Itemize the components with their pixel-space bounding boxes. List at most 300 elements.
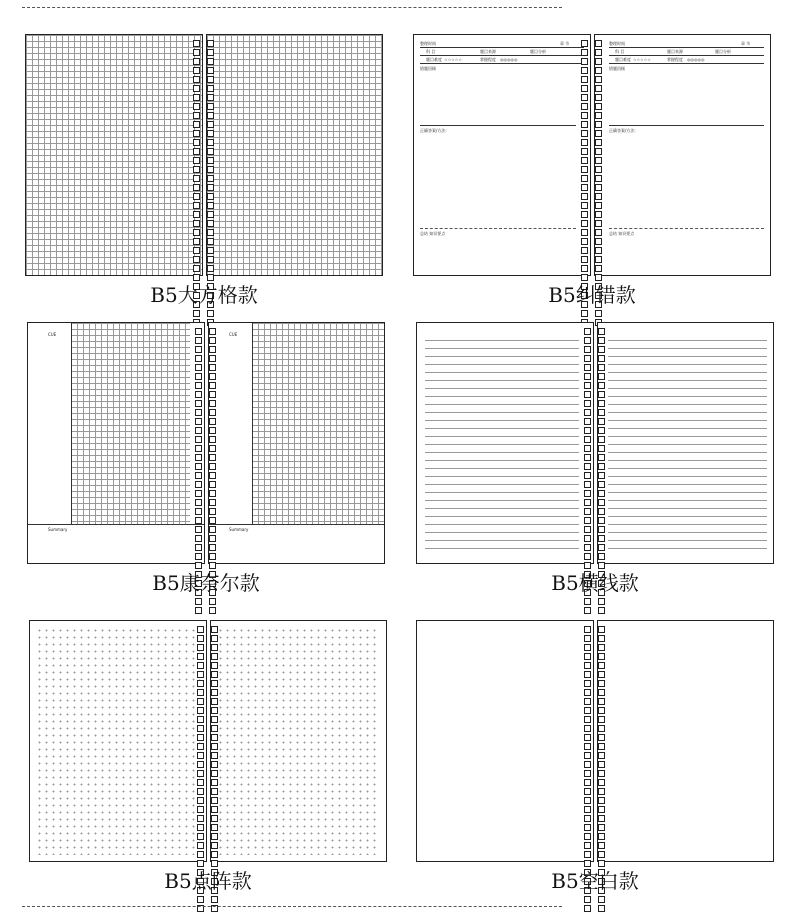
binding-ring <box>595 202 602 209</box>
binding-ring <box>584 851 591 858</box>
blank-page-right <box>597 620 774 862</box>
blank-page-left <box>416 620 594 862</box>
binding-ring <box>209 463 216 470</box>
binding-ring <box>193 148 200 155</box>
binding-ring <box>581 94 588 101</box>
binding-ring <box>598 752 605 759</box>
binding-ring <box>209 364 216 371</box>
binding-ring <box>598 770 605 777</box>
binding-ring <box>581 175 588 182</box>
binding-ring <box>197 815 204 822</box>
binding-ring <box>193 130 200 137</box>
binding-ring <box>193 166 200 173</box>
binding-ring <box>598 517 605 524</box>
binding-ring <box>197 851 204 858</box>
binding-ring <box>581 139 588 146</box>
binding-ring <box>193 49 200 56</box>
binding-ring <box>595 40 602 47</box>
binding-ring <box>197 743 204 750</box>
binding-ring <box>197 770 204 777</box>
binding-ring <box>595 139 602 146</box>
difficulty-label: 题目难度 <box>426 57 442 62</box>
binding-ring <box>598 662 605 669</box>
caption-correction: B5纠错款 <box>548 283 636 307</box>
binding-ring <box>598 833 605 840</box>
binding-ring <box>581 184 588 191</box>
binding-ring <box>598 851 605 858</box>
binding-ring <box>195 382 202 389</box>
binding-ring <box>584 788 591 795</box>
binding-ring <box>193 184 200 191</box>
binding-ring <box>197 779 204 786</box>
binding-ring <box>197 707 204 714</box>
binding-ring <box>581 238 588 245</box>
binding-ring <box>598 644 605 651</box>
binding-ring <box>195 517 202 524</box>
knowledge-label: 题目分析 <box>715 49 731 54</box>
binding-ring <box>211 689 218 696</box>
binding-ring <box>584 373 591 380</box>
binding-ring <box>209 607 216 614</box>
binding-ring <box>598 698 605 705</box>
binding-ring <box>584 499 591 506</box>
caption-cornell: B5康奈尔款 <box>152 571 260 595</box>
binding-ring <box>207 193 214 200</box>
binding-ring <box>598 481 605 488</box>
summary-label: Summary <box>229 527 249 532</box>
binding-ring <box>197 761 204 768</box>
binding-ring <box>193 85 200 92</box>
binding-ring <box>581 40 588 47</box>
binding-ring <box>581 166 588 173</box>
binding-ring <box>598 418 605 425</box>
binding-ring <box>584 770 591 777</box>
binding-ring <box>598 653 605 660</box>
binding-ring <box>581 157 588 164</box>
binding-ring <box>584 689 591 696</box>
summary-label: Summary <box>48 527 68 532</box>
binding-ring <box>595 166 602 173</box>
correction-page-left <box>413 34 591 276</box>
binding-ring <box>207 220 214 227</box>
binding-ring <box>595 157 602 164</box>
binding-ring <box>197 833 204 840</box>
binding-ring <box>195 526 202 533</box>
binding-ring <box>207 166 214 173</box>
binding-ring <box>581 211 588 218</box>
binding-ring <box>209 382 216 389</box>
binding-ring <box>193 112 200 119</box>
binding-ring <box>209 472 216 479</box>
binding-ring <box>584 716 591 723</box>
binding-ring <box>581 58 588 65</box>
binding-ring <box>211 779 218 786</box>
binding-ring <box>598 707 605 714</box>
binding-ring <box>598 716 605 723</box>
binding-ring <box>584 653 591 660</box>
binding-ring <box>584 553 591 560</box>
binding-ring <box>595 85 602 92</box>
binding-ring <box>584 707 591 714</box>
binding-ring <box>595 103 602 110</box>
binding-ring <box>207 58 214 65</box>
binding-ring <box>211 734 218 741</box>
binding-ring <box>195 481 202 488</box>
binding-ring <box>197 626 204 633</box>
binding-ring <box>207 130 214 137</box>
binding-ring <box>195 499 202 506</box>
binding-ring <box>584 544 591 551</box>
binding-ring <box>197 734 204 741</box>
binding-ring <box>581 103 588 110</box>
binding-ring <box>595 220 602 227</box>
wrong-label: 错题回顾 <box>420 66 436 71</box>
binding-ring <box>598 725 605 732</box>
binding-ring <box>584 815 591 822</box>
binding-ring <box>193 247 200 254</box>
binding-ring <box>193 40 200 47</box>
binding-ring <box>595 67 602 74</box>
binding-ring <box>595 265 602 272</box>
binding-ring <box>207 211 214 218</box>
binding-ring <box>598 427 605 434</box>
binding-ring <box>209 427 216 434</box>
binding-ring <box>207 202 214 209</box>
binding-ring <box>193 256 200 263</box>
binding-ring <box>581 310 588 317</box>
binding-ring <box>595 148 602 155</box>
binding-ring <box>197 716 204 723</box>
binding-ring <box>207 175 214 182</box>
binding-ring <box>209 544 216 551</box>
summary-label: 总结 知识要点 <box>609 231 635 236</box>
difficulty-stars: ☆☆☆☆☆ <box>633 57 651 62</box>
binding-ring <box>595 247 602 254</box>
binding-ring <box>193 202 200 209</box>
binding-ring <box>595 211 602 218</box>
binding-ring <box>209 436 216 443</box>
binding-ring <box>195 373 202 380</box>
binding-ring <box>197 824 204 831</box>
binding-ring <box>584 364 591 371</box>
binding-ring <box>598 896 605 903</box>
binding-ring <box>581 112 588 119</box>
binding-ring <box>598 779 605 786</box>
knowledge-label: 题目分析 <box>530 49 546 54</box>
binding-ring <box>584 490 591 497</box>
binding-ring <box>598 364 605 371</box>
binding-ring <box>584 725 591 732</box>
binding-ring <box>195 463 202 470</box>
binding-ring <box>598 824 605 831</box>
correction-page-right <box>594 34 771 276</box>
binding-ring <box>598 680 605 687</box>
cornell-page-right <box>208 322 385 564</box>
binding-ring <box>209 391 216 398</box>
binding-ring <box>598 598 605 605</box>
binding-ring <box>584 328 591 335</box>
binding-ring <box>581 76 588 83</box>
binding-ring <box>197 788 204 795</box>
binding-ring <box>195 436 202 443</box>
header-left-label: 整理时间 <box>609 41 625 46</box>
binding-ring <box>598 626 605 633</box>
binding-ring <box>193 229 200 236</box>
binding-ring <box>598 815 605 822</box>
binding-ring <box>197 842 204 849</box>
binding-ring <box>207 121 214 128</box>
header-right-label: 章 节 <box>741 41 751 46</box>
binding-ring <box>197 653 204 660</box>
binding-ring <box>581 220 588 227</box>
binding-ring <box>197 671 204 678</box>
binding-ring <box>195 445 202 452</box>
binding-ring <box>209 535 216 542</box>
binding-ring <box>595 58 602 65</box>
binding-ring <box>211 788 218 795</box>
correct-label: 正确答案/方法: <box>609 128 636 133</box>
binding-ring <box>598 743 605 750</box>
binding-ring <box>209 445 216 452</box>
binding-ring <box>581 148 588 155</box>
grid-page-left <box>25 34 203 276</box>
binding-ring <box>581 85 588 92</box>
binding-ring <box>209 490 216 497</box>
binding-ring <box>193 76 200 83</box>
binding-ring <box>209 481 216 488</box>
binding-ring <box>211 716 218 723</box>
binding-ring <box>584 517 591 524</box>
binding-ring <box>193 139 200 146</box>
binding-ring <box>595 238 602 245</box>
binding-ring <box>598 445 605 452</box>
binding-ring <box>197 662 204 669</box>
binding-ring <box>598 761 605 768</box>
bottom-divider <box>22 906 562 907</box>
binding-ring <box>598 346 605 353</box>
binding-ring <box>581 265 588 272</box>
binding-ring <box>211 662 218 669</box>
binding-ring <box>584 445 591 452</box>
mastery-label: 掌握程度 <box>480 57 496 62</box>
binding-ring <box>211 833 218 840</box>
binding-ring <box>197 896 204 903</box>
binding-ring <box>598 797 605 804</box>
binding-ring <box>209 508 216 515</box>
lined-page-left <box>416 322 594 564</box>
binding-ring <box>584 427 591 434</box>
binding-ring <box>197 644 204 651</box>
binding-ring <box>207 40 214 47</box>
binding-ring <box>584 644 591 651</box>
mastery-circles: ◎◎◎◎◎ <box>687 57 705 62</box>
binding-ring <box>584 896 591 903</box>
binding-ring <box>207 157 214 164</box>
wrong-label: 错题回顾 <box>609 66 625 71</box>
binding-ring <box>584 454 591 461</box>
binding-ring <box>195 535 202 542</box>
binding-ring <box>595 121 602 128</box>
subject-label: 科 目 <box>615 49 625 54</box>
binding-ring <box>207 229 214 236</box>
binding-ring <box>193 94 200 101</box>
binding-ring <box>195 508 202 515</box>
summary-label: 总结 知识要点 <box>420 231 446 236</box>
binding-ring <box>195 544 202 551</box>
binding-ring <box>584 463 591 470</box>
binding-ring <box>584 779 591 786</box>
binding-ring <box>211 770 218 777</box>
binding-ring <box>195 598 202 605</box>
binding-ring <box>584 355 591 362</box>
binding-ring <box>581 130 588 137</box>
binding-ring <box>584 598 591 605</box>
binding-ring <box>207 238 214 245</box>
binding-ring <box>584 535 591 542</box>
binding-ring <box>195 418 202 425</box>
binding-ring <box>598 508 605 515</box>
binding-ring <box>598 806 605 813</box>
binding-ring <box>195 355 202 362</box>
binding-ring <box>584 842 591 849</box>
binding-ring <box>584 761 591 768</box>
grid-page-right <box>206 34 383 276</box>
cue-label: CUE <box>48 332 57 337</box>
binding-ring <box>584 824 591 831</box>
binding-ring <box>598 355 605 362</box>
binding-ring <box>584 680 591 687</box>
binding-ring <box>211 797 218 804</box>
binding-ring <box>581 229 588 236</box>
binding-ring <box>207 256 214 263</box>
binding-ring <box>197 689 204 696</box>
binding-ring <box>195 409 202 416</box>
binding-ring <box>209 373 216 380</box>
binding-ring <box>598 553 605 560</box>
binding-ring <box>581 49 588 56</box>
binding-ring <box>598 689 605 696</box>
binding-ring <box>195 427 202 434</box>
dot-page-right <box>210 620 387 862</box>
binding-ring <box>595 49 602 56</box>
binding-ring <box>193 193 200 200</box>
binding-ring <box>209 598 216 605</box>
binding-ring <box>598 382 605 389</box>
binding-ring <box>209 346 216 353</box>
binding-ring <box>195 328 202 335</box>
binding-ring <box>584 635 591 642</box>
binding-ring <box>584 626 591 633</box>
binding-ring <box>197 752 204 759</box>
binding-ring <box>195 400 202 407</box>
binding-ring <box>598 472 605 479</box>
binding-ring <box>584 607 591 614</box>
binding-ring <box>595 76 602 83</box>
binding-ring <box>584 409 591 416</box>
binding-ring <box>598 490 605 497</box>
binding-ring <box>598 842 605 849</box>
header-left-label: 整理时间 <box>420 41 436 46</box>
binding-ring <box>207 85 214 92</box>
binding-ring <box>193 157 200 164</box>
binding-ring <box>598 526 605 533</box>
subject-label: 科 目 <box>426 49 436 54</box>
binding-ring <box>598 544 605 551</box>
binding-ring <box>584 797 591 804</box>
binding-ring <box>211 806 218 813</box>
caption-blank: B5空白款 <box>551 869 639 893</box>
binding-ring <box>584 671 591 678</box>
dot-page-left <box>29 620 207 862</box>
binding-ring <box>209 337 216 344</box>
binding-ring <box>193 58 200 65</box>
binding-ring <box>595 256 602 263</box>
binding-ring <box>584 752 591 759</box>
caption-lined: B5横线款 <box>551 571 639 595</box>
binding-ring <box>197 725 204 732</box>
binding-ring <box>207 112 214 119</box>
binding-ring <box>598 535 605 542</box>
binding-ring <box>595 175 602 182</box>
binding-ring <box>584 400 591 407</box>
binding-ring <box>595 112 602 119</box>
binding-ring <box>584 662 591 669</box>
binding-ring <box>195 337 202 344</box>
binding-ring <box>581 121 588 128</box>
binding-ring <box>209 517 216 524</box>
binding-ring <box>193 121 200 128</box>
binding-ring <box>595 94 602 101</box>
binding-ring <box>595 193 602 200</box>
binding-ring <box>207 103 214 110</box>
binding-ring <box>211 815 218 822</box>
binding-ring <box>598 409 605 416</box>
binding-ring <box>581 202 588 209</box>
binding-ring <box>209 553 216 560</box>
binding-ring <box>197 806 204 813</box>
binding-ring <box>211 680 218 687</box>
binding-ring <box>598 734 605 741</box>
binding-ring <box>584 806 591 813</box>
binding-ring <box>195 454 202 461</box>
binding-ring <box>584 337 591 344</box>
binding-ring <box>211 698 218 705</box>
binding-ring <box>595 310 602 317</box>
binding-ring <box>598 905 605 912</box>
source-label: 题目来源 <box>480 49 496 54</box>
binding-ring <box>598 454 605 461</box>
binding-ring <box>207 94 214 101</box>
binding-ring <box>598 328 605 335</box>
binding-ring <box>193 211 200 218</box>
binding-ring <box>598 671 605 678</box>
binding-ring <box>207 139 214 146</box>
binding-ring <box>193 238 200 245</box>
binding-ring <box>584 418 591 425</box>
binding-ring <box>211 761 218 768</box>
binding-ring <box>209 526 216 533</box>
binding-ring <box>207 310 214 317</box>
binding-ring <box>598 499 605 506</box>
binding-ring <box>598 373 605 380</box>
binding-ring <box>211 896 218 903</box>
binding-ring <box>584 905 591 912</box>
binding-ring <box>581 256 588 263</box>
binding-ring <box>195 472 202 479</box>
binding-ring <box>598 635 605 642</box>
binding-ring <box>193 310 200 317</box>
binding-ring <box>581 193 588 200</box>
